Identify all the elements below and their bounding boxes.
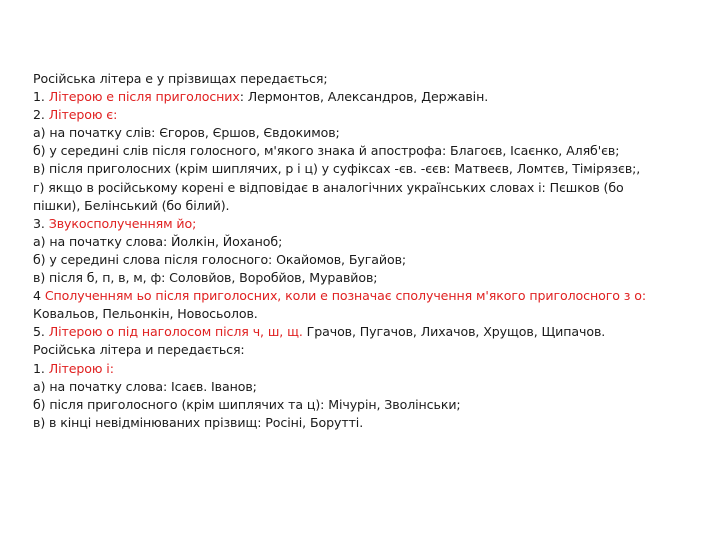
plain-text: а) на початку слів: Єгоров, Єршов, Євдокимов; <box>33 125 340 141</box>
text-line <box>33 323 713 341</box>
plain-text: пішки), Белінський (бо білий). <box>33 197 230 213</box>
plain-text: Ковальов, Пельонкін, Новосьолов. <box>33 306 258 322</box>
text-line <box>33 179 713 197</box>
plain-text: в) після приголосних (крім шиплячих, р і ц) у суфіксах -єв. -єєв: Матвеєв, Ломтєв, Тімірязєв;, <box>33 161 641 177</box>
highlighted-text: Сполученням ьо після приголосних, коли е позначає сполучення м'якого приголосного з о: <box>44 288 646 304</box>
text-line <box>33 287 713 305</box>
text-line <box>33 269 713 287</box>
plain-text: Російська літера е у прізвищах передається; <box>33 71 328 86</box>
text-line <box>33 305 713 323</box>
highlighted-text: Літерою е після приголосних <box>48 89 240 105</box>
plain-text: а) на початку слова: Йолкін, Йоханоб; <box>33 233 283 249</box>
plain-text: г) якщо в російському корені е відповідає в аналогічних українських словах і: Пєшков (бо <box>33 179 624 195</box>
text-line <box>33 124 713 142</box>
plain-text: Грачов, Пугачов, Лихачов, Хрущов, Щипачов. <box>302 324 606 340</box>
plain-text: 5. <box>33 324 49 340</box>
text-line <box>33 414 713 432</box>
text-line <box>33 70 713 88</box>
plain-text: 4 <box>33 288 45 304</box>
plain-text: б) у середині слів після голосного, м'якого знака й апострофа: Благоєв, Ісаєнко, Аляб'єв; <box>33 143 620 159</box>
plain-text: 1. <box>33 89 49 105</box>
text-line <box>33 360 713 378</box>
text-line <box>33 197 713 215</box>
plain-text: в) в кінці невідмінюваних прізвищ: Росіні, Борутті. <box>33 414 364 430</box>
highlighted-text: Літерою і: <box>48 360 114 376</box>
highlighted-text: Звукосполученням йо; <box>48 215 197 231</box>
highlighted-text: Літерою є: <box>48 107 118 123</box>
text-body <box>33 70 713 432</box>
text-line <box>33 378 713 396</box>
text-line <box>33 396 713 414</box>
plain-text: а) на початку слова: Ісаєв. Іванов; <box>33 378 257 394</box>
text-line <box>33 142 713 160</box>
text-line <box>33 233 713 251</box>
text-line <box>33 106 713 124</box>
text-line <box>33 88 713 106</box>
plain-text: б) у середині слова після голосного: Окайомов, Бугайов; <box>33 251 407 267</box>
text-line <box>33 251 713 269</box>
plain-text: Російська літера и передається: <box>33 342 245 358</box>
highlighted-text: Літерою о під наголосом після ч, ш, щ. <box>48 324 303 340</box>
plain-text: 1. <box>33 360 49 376</box>
plain-text: : Лермонтов, Александров, Державін. <box>239 89 489 105</box>
plain-text: б) після приголосного (крім шиплячих та ц): Мічурін, Зволінськи; <box>33 396 461 412</box>
plain-text: 3. <box>33 215 49 231</box>
text-line <box>33 160 713 178</box>
text-line <box>33 341 713 359</box>
text-line <box>33 215 713 233</box>
plain-text: 2. <box>33 107 49 123</box>
plain-text: в) після б, п, в, м, ф: Соловйов, Воробйов, Муравйов; <box>33 270 378 286</box>
